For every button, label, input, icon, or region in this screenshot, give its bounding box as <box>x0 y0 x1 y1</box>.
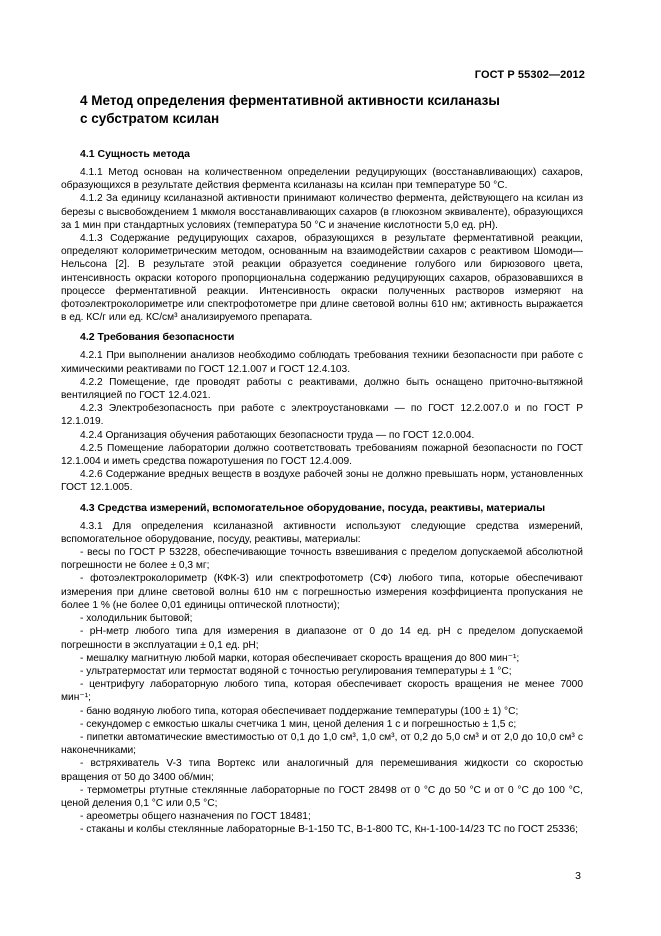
section-4-title-line-1: 4 Метод определения ферментативной активности ксиланазы <box>80 93 500 108</box>
paragraph-4-2-1: 4.2.1 При выполнении анализов необходимо соблюдать требования техники безопасности при работе с химическими реактивами по ГОСТ 12.1.007 и ГОСТ 12.4.103. <box>61 350 583 375</box>
list-item: - баню водяную любого типа, которая обеспечивает поддержание температуры (100 ± 1) °С; <box>80 705 519 717</box>
paragraph-4-1-3: 4.1.3 Содержание редуцирующих сахаров, образующихся в результате ферментативной реакции, определяют колориметрическим методом, основанным на взаимодействии сахаров с реактивом Шомоди—Нельсона [2]. В результате этой реакции образуется соединение голубого или бирюзового цвета, интенсивность окраски которого пропорциональна содержанию редуцирующих сахаров, образовавшихся в процессе ферментативной реакции. Интенсивность окраски полученных растворов измеряют на фотоэлектроколориметре или спектрофотометре при длине световой волны 610 нм; активность выражается в ед. КС/г или ед. КС/см³ анализируемого препарата. <box>61 233 583 324</box>
list-item: - весы по ГОСТ Р 53228, обеспечивающие точность взвешивания с пределом допускаемой абсолютной погрешности не более ± 0,3 мг; <box>61 547 583 572</box>
list-item: - ареометры общего назначения по ГОСТ 18481; <box>80 811 311 823</box>
paragraph-4-2-3: 4.2.3 Электробезопасность при работе с электроустановками — по ГОСТ 12.2.007.0 и по ГОСТ Р 12.1.019. <box>61 403 583 428</box>
list-item: - фотоэлектроколориметр (КФК-3) или спектрофотометр (СФ) любого типа, которые обеспечивают измерения при длине световой волны 610 нм с погрешностью измерения коэффициента пропускания не более 1 % (не более 0,01 единицы оптической плотности); <box>61 573 583 611</box>
subsection-4-2-title: 4.2 Требования безопасности <box>80 331 235 344</box>
document-number: ГОСТ Р 55302—2012 <box>474 69 585 81</box>
list-item: - центрифугу лабораторную любого типа, которая обеспечивает скорость вращения не менее 7000 мин⁻¹; <box>61 679 583 704</box>
paragraph-4-2-4: 4.2.4 Организация обучения работающих безопасности труда — по ГОСТ 12.0.004. <box>80 429 475 441</box>
list-item: - стаканы и колбы стеклянные лабораторные В-1-150 ТС, В-1-800 ТС, Кн-1-100-14/23 ТС по ГОСТ 25336; <box>80 824 578 836</box>
list-item: - пипетки автоматические вместимостью от 0,1 до 1,0 см³, 1,0 см³, от 0,2 до 5,0 см³ и от 2,0 до 10,0 см³ с наконечниками; <box>61 731 583 757</box>
list-item: - термометры ртутные стеклянные лабораторные по ГОСТ 28498 от 0 °С до 50 °С и от 0 °С до 100 °С, ценой деления 0,1 °С или 0,5 °С; <box>61 784 583 809</box>
list-item: - встряхиватель V-3 типа Вортекс или аналогичный для перемешивания жидкости со скоростью вращения от 50 до 3400 об/мин; <box>61 758 583 783</box>
page-content <box>61 92 583 837</box>
list-item: - секундомер с емкостью шкалы счетчика 1 мин, ценой деления 1 с и погрешностью ± 1,5 с; <box>80 718 517 730</box>
list-item: - холодильник бытовой; <box>80 613 193 625</box>
paragraph-4-2-6: 4.2.6 Содержание вредных веществ в воздухе рабочей зоны не должно превышать норм, установленных ГОСТ 12.1.005. <box>61 469 583 494</box>
paragraph-4-2-2: 4.2.2 Помещение, где проводят работы с реактивами, должно быть оснащено приточно-вытяжной вентиляцией по ГОСТ 12.4.021. <box>61 376 583 402</box>
page-number: 3 <box>575 870 581 882</box>
subsection-4-1-title: 4.1 Сущность метода <box>80 148 191 160</box>
section-4-title-line-2: с субстратом ксилан <box>80 111 220 126</box>
section-4-title <box>80 92 583 128</box>
paragraph-4-3-1: 4.3.1 Для определения ксиланазной активности используют следующие средства измерений, вспомогательное оборудование, посуду, реактивы, материалы: <box>61 520 583 545</box>
paragraph-4-2-5: 4.2.5 Помещение лаборатории должно соответствовать требованиям пожарной безопасности по ГОСТ 12.1.004 и иметь средства пожаротушения по ГОСТ 12.4.009. <box>61 442 583 468</box>
subsection-4-3-title: 4.3 Средства измерений, вспомогательное оборудование, посуда, реактивы, материалы <box>80 501 546 514</box>
list-item: - pH-метр любого типа для измерения в диапазоне от 0 до 14 ед. pH с пределом допускаемой погрешности в эксплуатации ± 0,1 ед. pH; <box>61 626 583 651</box>
list-item: - ультратермостат или термостат водяной с точностью регулирования температуры ± 1 °С; <box>80 665 512 677</box>
list-item: - мешалку магнитную любой марки, которая обеспечивает скорость вращения до 800 мин⁻¹; <box>80 652 520 664</box>
paragraph-4-1-1: 4.1.1 Метод основан на количественном определении редуцирующих (восстанавливающих) сахаров, образующихся в результате действия фермента ксиланазы на ксилан при температуре 50 °С. <box>61 167 583 192</box>
paragraph-4-1-2: 4.1.2 За единицу ксиланазной активности принимают количество фермента, действующего на ксилан из березы с высвобождением 1 мкмоля восстанавливающих сахаров (в глюкозном эквиваленте), образующихся за 1 мин при стандартных условиях (температура 50 °С и значение кислотности 5,0 ед. pH). <box>61 193 583 231</box>
